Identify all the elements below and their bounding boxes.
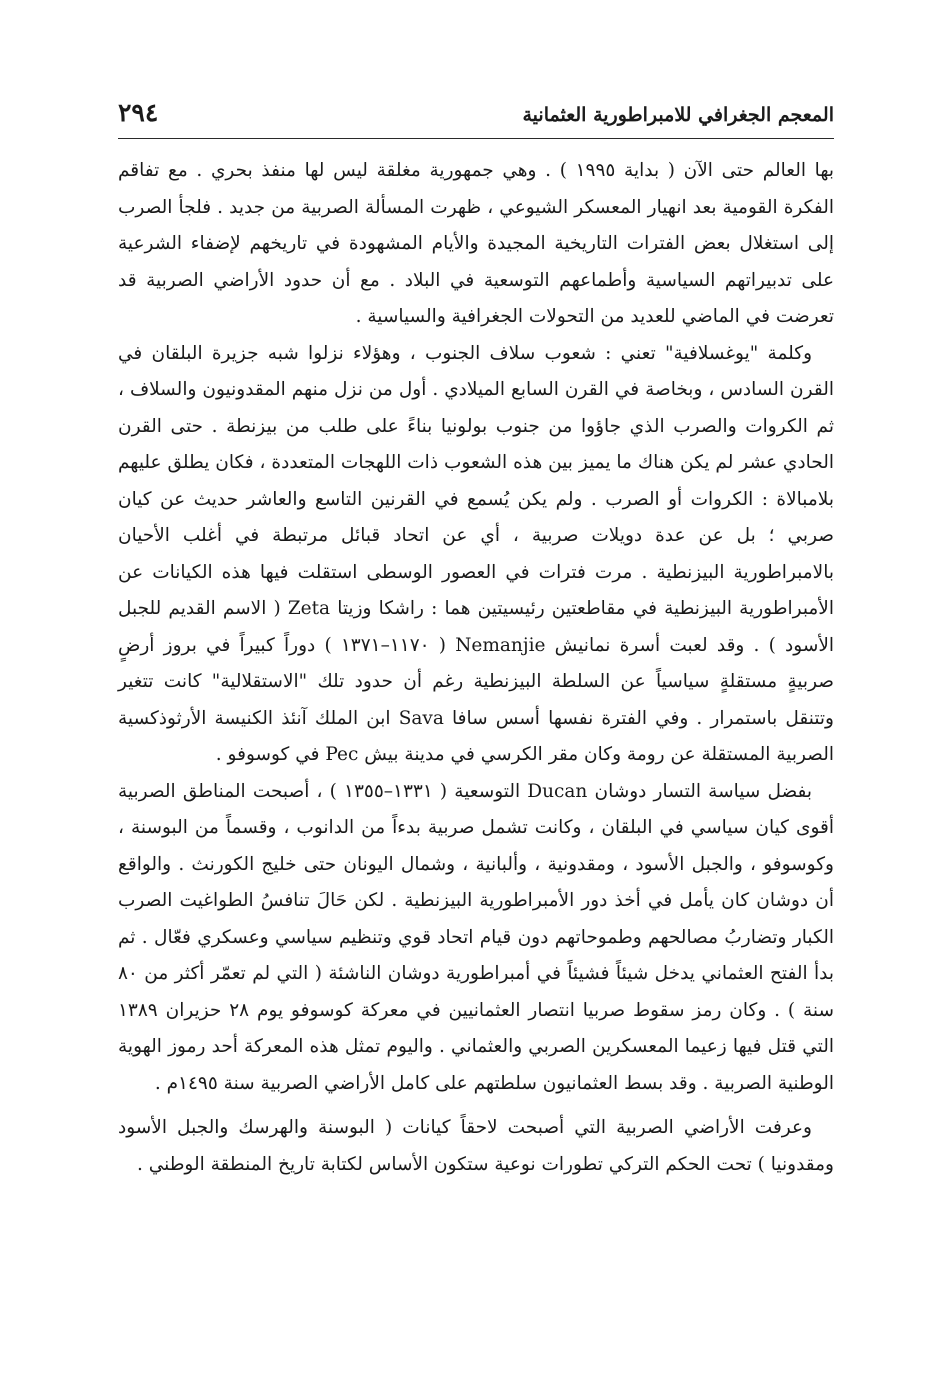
page-number: ٢٩٤ [118, 98, 159, 127]
paragraph-2: وكلمة "يوغسلافية" تعني : شعوب سلاف الجنوب ، وهؤلاء نزلوا شبه جزيرة البلقان في القرن السادس ، وبخاصة في القرن السابع الميلادي . أول من نزل منهم المقدونيون والسلاف ، ثم الكروات والصرب الذي جاؤوا من جنوب بولونيا بناءً على طلب من بيزنطة . حتى القرن الحادي عشر لم يكن هناك ما يميز بين هذه الشعوب ذات اللهجات المتعددة ، فكان يطلق عليهم بلامبالاة : الكروات أو الصرب . ولم يكن يُسمع في القرنين التاسع والعاشر حديث عن كيان صربي ؛ بل عن عدة دويلات صربية ، أي عن اتحاد قبائل مرتبطة في أغلب الأحيان بالامبراطورية البيزنطية . مرت فترات في العصور الوسطى استقلت فيها هذه الكيانات عن الأمبراطورية البيزنطية في مقاطعتين رئيسيتين هما : راشكا وزيتا Zeta ( الاسم القديم للجبل الأسود ) . وقد لعبت أسرة نمانيش Nemanjie ( ١١٧٠–١٣٧١ ) دوراً كبيراً في بروز أرضٍ صربيةٍ مستقلةٍ سياسياً عن السلطة البيزنطية رغم أن حدود تلك "الاستقلالية" كانت تتغير وتتنقل باستمرار . وفي الفترة نفسها أسس سافا Sava ابن الملك آنئذ الكنيسة الأرثوذكسية الصربية المستقلة عن رومة وكان مقر الكرسي في مدينة بيش Pec في كوسوفو . [118, 342, 835, 765]
paragraph-4: وعرفت الأراضي الصربية التي أصبحت لاحقاً كيانات ( البوسنة والهرسك والجبل الأسود ومقدونيا ) تحت الحكم التركي تطورات نوعية ستكون الأساس لكتابة تاريخ المنطقة الوطني . [118, 1117, 834, 1175]
book-title: المعجم الجغرافي للامبراطورية العثمانية [522, 104, 834, 126]
paragraph-1: بها العالم حتى الآن ( بداية ١٩٩٥ ) . وهي جمهورية مغلقة ليس لها منفذ بحري . مع تفاقم الفكرة القومية بعد انهيار المعسكر الشيوعي ، ظهرت المسألة الصربية من جديد . فلجأ الصرب إلى استغلال بعض الفترات التاريخية المجيدة والأيام المشهودة في تاريخهم لإضفاء الشرعية على تدبيراتهم السياسية وأطماعهم التوسعية في البلاد . مع أن حدود الأراضي الصربية قد تعرضت في الماضي للعديد من التحولات الجغرافية والسياسية . [118, 160, 834, 327]
body-text [118, 153, 834, 1183]
paragraph-3: بفضل سياسة التسار دوشان Ducan التوسعية ( ١٣٣١–١٣٥٥ ) ، أصبحت المناطق الصربية أقوى كيان سياسي في البلقان ، وكانت تشمل صربية بدءاً من الدانوب ، وقسماً من البوسنة ، وكوسوفو ، والجبل الأسود ، ومقدونية ، وألبانية ، وشمال اليونان حتى خليج الكورنث . والواقع أن دوشان كان يأمل في أخذ دور الأمبراطورية البيزنطية . لكن حَالَ تنافسُ الطواغيت الصرب الكبار وتضاربُ مصالحهم وطموحاتهم دون قيام اتحاد قوي وتنظيم سياسي وعسكري فعّال . ثم بدأ الفتح العثماني يدخل شيئاً فشيئاً في أمبراطورية دوشان الناشئة ( التي لم تعمّر أكثر من ٨٠ سنة ) . وكان رمز سقوط صربيا انتصار العثمانيين في معركة كوسوفو يوم ٢٨ حزيران ١٣٨٩ التي قتل فيها زعيما المعسكرين الصربي والعثماني . واليوم تمثل هذه المعركة أحد رموز الهوية الوطنية الصربية . وقد بسط العثمانيون سلطتهم على كامل الأراضي الصربية سنة ١٤٩٥م . [118, 780, 834, 1094]
running-header [118, 98, 834, 139]
book-page [118, 98, 834, 1183]
